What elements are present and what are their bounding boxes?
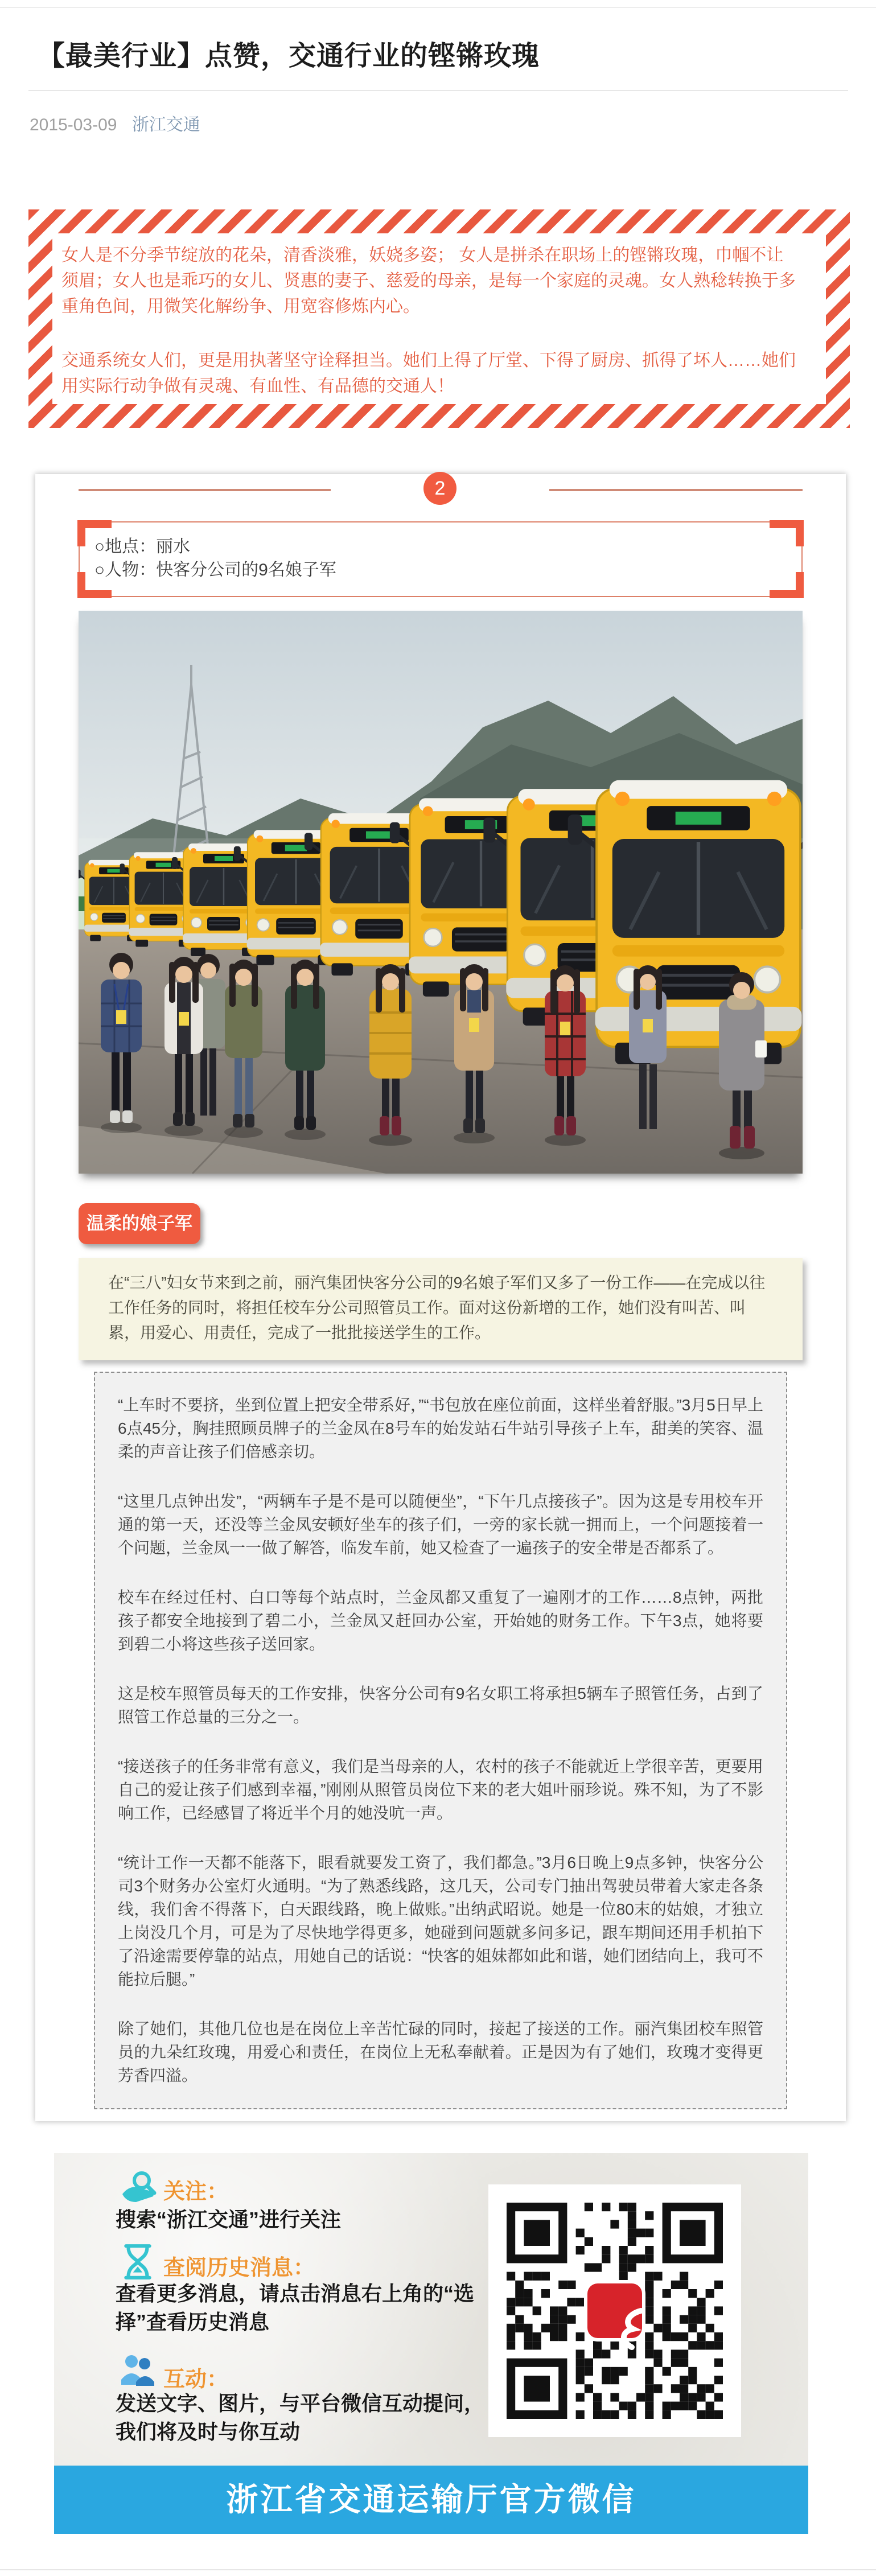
story-paragraph: “上车时不要挤，坐到位置上把安全带系好，”“书包放在座位前面，这样坐着舒服。”3月5日早上6点45分，胸挂照顾员牌子的兰金凤在8号车的始发站石牛站引导孩子上车，甜美的笑容、温柔的声音让孩子们倍感亲切。 [118, 1396, 763, 1460]
corner-bracket-icon [770, 520, 804, 546]
summary-text: 在“三八”妇女节来到之前，丽汽集团快客分公司的9名娘子军们又多了一份工作——在完成以往工作任务的同时，将担任校车分公司照管员工作。面对这份新增的工作，她们没有叫苦、叫累，用爱心、用责任，完成了一批批接送学生的工作。 [108, 1274, 766, 1342]
history-text: 查看更多消息，请点击消息右上角的“选择”查看历史消息 [116, 2282, 475, 2334]
bottom-divider [0, 2569, 876, 2570]
top-divider [0, 7, 876, 8]
intro-box [28, 209, 850, 428]
corner-bracket-icon [770, 572, 804, 598]
section-number-badge: 2 [423, 472, 456, 505]
follow-title: 关注： [163, 2180, 229, 2204]
follow-text: 搜索“浙江交通”进行关注 [116, 2208, 342, 2231]
article-photo [79, 611, 803, 1174]
qr-code [488, 2184, 741, 2437]
source-link[interactable]: 浙江交通 [131, 116, 200, 134]
intro-box-inner [52, 233, 826, 404]
location-label: ○地点：丽水 [94, 537, 191, 556]
info-box [79, 521, 803, 597]
story-paragraph: “接送孩子的任务非常有意义，我们是当母亲的人，农村的孩子不能就近上学很辛苦，更要用自己的爱让孩子们感到幸福，”刚刚从照管员岗位下来的老大姐叶丽珍说。殊不知，为了不影响工作，已经感冒了将近半个月的她没吭一声。 [118, 1758, 763, 1822]
interact-text: 发送文字、图片，与平台微信互动提问，我们将及时与你互动 [116, 2392, 485, 2443]
publish-date: 2015-03-09 [30, 116, 117, 134]
article-meta [30, 110, 200, 135]
intro-paragraph: 交通系统女人们，更是用执著坚守诠释担当。她们上得了厅堂、下得了厨房、抓得了坏人……她们用实际行动争做有灵魂、有血性、有品德的交通人！ [61, 351, 796, 396]
follow-icon [119, 2169, 159, 2205]
history-title: 查阅历史消息： [163, 2256, 315, 2280]
people-label: ○人物：快客分公司的9名娘子军 [94, 561, 336, 579]
story-paragraph: 校车在经过任村、白口等每个站点时，兰金凤都又重复了一遍刚才的工作……8点钟，两批孩子都安全地接到了碧二小，兰金凤又赶回办公室，开始她的财务工作。下午3点，她将要到碧二小将这些孩子送回家。 [118, 1589, 763, 1653]
content-card [35, 474, 846, 2121]
story-paragraph: “这里几点钟出发”，“两辆车子是不是可以随便坐”，“下午几点接孩子”。因为这是专用校车开通的第一天，还没等兰金凤安顿好坐车的孩子们，一旁的家长就一拥而上，一个问题接着一个问题，兰金凤一一做了解答，临发车前，她又检查了一遍孩子的安全带是否都系了。 [118, 1492, 763, 1557]
corner-bracket-icon [77, 520, 112, 546]
interact-icon [119, 2352, 155, 2386]
badge-line-left [79, 489, 331, 491]
story-paragraph: 这是校车照管员每天的工作安排，快客分公司有9名女职工将承担5辆车子照管任务，占到了照管工作总量的三分之一。 [118, 1685, 763, 1726]
page-title: 【最美行业】点赞，交通行业的铿锵玫瑰 [38, 41, 540, 71]
title-divider [28, 90, 848, 91]
intro-paragraph: 女人是不分季节绽放的花朵，清香淡雅，妖娆多姿； 女人是拼杀在职场上的铿锵玫瑰，巾帼不让须眉；女人也是乖巧的女儿、贤惠的妻子、慈爱的母亲，是每一个家庭的灵魂。女人熟稔转换于多重角色间，用微笑化解纷争、用宽容修炼内心。 [61, 246, 796, 316]
interact-title: 互动： [163, 2368, 229, 2392]
footer-info-panel [54, 2153, 808, 2466]
history-icon [122, 2243, 153, 2281]
story-paragraph: 除了她们，其他几位也是在岗位上辛苦忙碌的同时，接起了接送的工作。丽汽集团校车照管员的九朵红玫瑰，用爱心和责任，在岗位上无私奉献着。正是因为有了她们，玫瑰才变得更芳香四溢。 [118, 2020, 763, 2084]
official-banner: 浙江省交通运输厅官方微信 [54, 2466, 808, 2534]
story-tag: 温柔的娘子军 [79, 1203, 200, 1244]
summary-box [79, 1258, 803, 1360]
corner-bracket-icon [77, 572, 112, 598]
story-body [94, 1372, 787, 2109]
wechat-footer [54, 2153, 808, 2534]
qr-center-logo-icon [587, 2283, 642, 2338]
badge-line-right [549, 489, 803, 491]
story-paragraph: “统计工作一天都不能落下，眼看就要发工资了，我们都急。”3月6日晚上9点多钟，快客分公司3个财务办公室灯火通明。“为了熟悉线路，这几天，公司专门抽出驾驶员带着大家走各条线，我们舍不得落下，白天跟线路，晚上做账。”出纳武昭说。她是一位80末的姑娘，才独立上岗没几个月，可是为了尽快地学得更多，她碰到问题就多问多记，跟车期间还用手机拍下了沿途需要停靠的站点，用她自己的话说：“快客的姐妹都如此和谐，她们团结向上，我可不能拉后腿。” [118, 1854, 763, 1988]
